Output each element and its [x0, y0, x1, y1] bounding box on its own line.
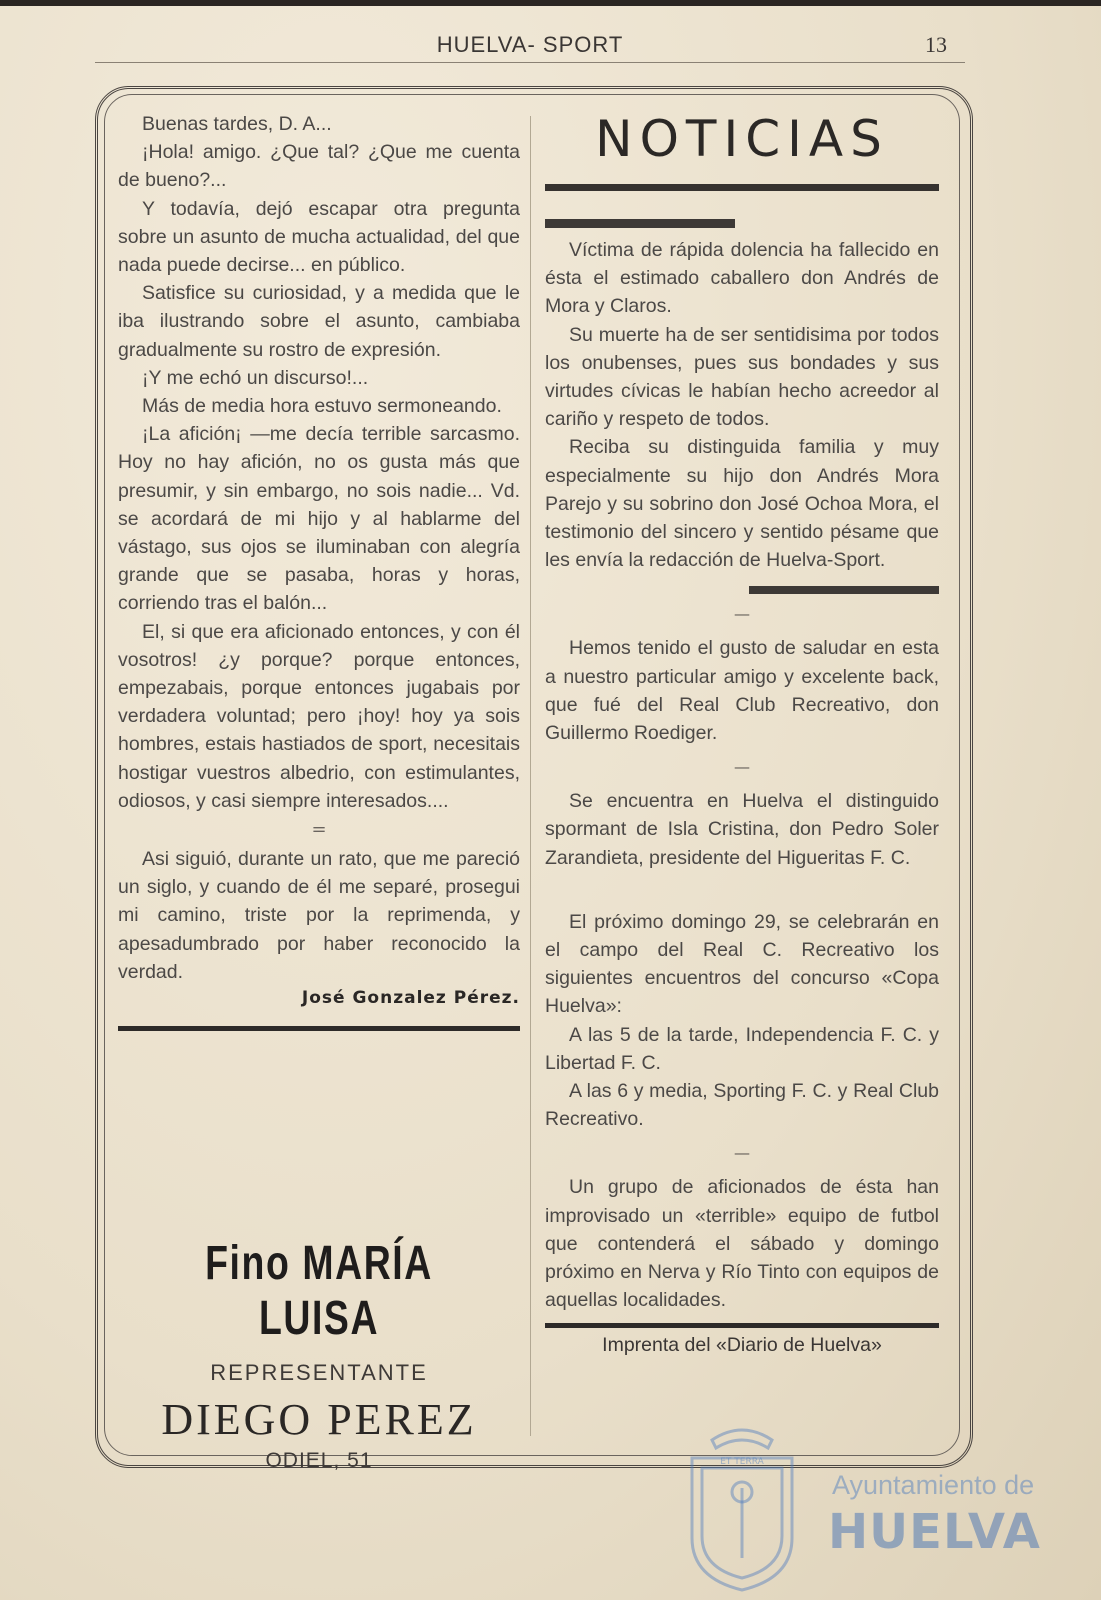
article-closing-paragraph: Asi siguió, durante un rato, que me pareció un siglo, y cuando de él me separé, prosegui mi camino, triste por la reprimenda, y apesadumbrado por haber reconocido la verdad.: [118, 848, 520, 983]
article-paragraph: Buenas tardes, D. A...: [142, 113, 332, 135]
news-item: El próximo domingo 29, se celebrarán en el campo del Real C. Recreativo los siguientes encuentros del concurso «Copa Huelva»:: [545, 910, 939, 1018]
article-paragraph: ¡Hola! amigo. ¿Que tal? ¿Que me cuenta de bueno?...: [118, 141, 520, 192]
watermark: [680, 1418, 1040, 1598]
magazine-page: [0, 6, 1101, 1600]
page-number: 13: [925, 32, 947, 57]
article-paragraph: El, si que era aficionado entonces, y con él vosotros! ¿y porque? porque entonces, empezabais, porque entonces jugabais por verdadera voluntad; pero ¡hoy! hoy ya sois hombres, estais hastiados de sport, necesitais hostigar vuestros albedrio, con estimulantes, odiosos, y casi siempre interesados....: [118, 620, 520, 812]
news-separator: —: [734, 757, 750, 777]
ad-address: ODIEL, 51: [265, 1449, 373, 1472]
news-item: A las 6 y media, Sporting F. C. y Real Club Recreativo.: [545, 1080, 939, 1131]
article-paragraph: ¡La afición¡ —me decía terrible sarcasmo. Hoy no hay afición, no os gusta más que presumir, y sin embargo, no sois nadie... Vd. se acordará de mi hijo y al hablarme del vástago, sus ojos se iluminaban con alegría grande que se pasaba, horas y horas, corriendo tras el balón...: [118, 423, 520, 615]
footer-rule: [545, 1323, 939, 1328]
ad-subtitle: REPRESENTANTE: [210, 1360, 428, 1385]
publication-title: HUELVA- SPORT: [436, 32, 624, 57]
news-item: A las 5 de la tarde, Independencia F. C. y Libertad F. C.: [545, 1023, 939, 1074]
news-separator: —: [734, 1143, 750, 1163]
ad-top-rule: [118, 1026, 520, 1031]
ad-representative-name: DIEGO PEREZ: [161, 1395, 477, 1444]
article-body: [118, 110, 520, 815]
news-item: Hemos tenido el gusto de saludar en esta a nuestro particular amigo y excelente back, que fué del Real Club Recreativo, don Guillermo Roediger.: [545, 637, 939, 745]
left-column: [118, 110, 520, 1031]
article-signature: José Gonzalez Pérez.: [301, 988, 520, 1009]
printer-credit: Imprenta del «Diario de Huelva»: [602, 1333, 882, 1356]
article-paragraph: Satisfice su curiosidad, y a medida que le iba ilustrando sobre el asunto, cambiaba gradualmente su rostro de expresión.: [118, 282, 520, 361]
shield-motto: ET TERRA: [720, 1457, 764, 1467]
right-column: [545, 110, 939, 1357]
article-paragraph: Más de media hora estuvo sermoneando.: [142, 395, 502, 418]
article-paragraph: ¡Y me echó un discurso!...: [142, 366, 369, 389]
page-header: [95, 28, 965, 63]
news-separator: —: [734, 604, 750, 624]
news-item: Se encuentra en Huelva el distinguido spormant de Isla Cristina, don Pedro Soler Zarandieta, presidente del Higueritas F. C.: [545, 790, 939, 869]
obituary-end-rule: [749, 586, 939, 594]
obituary-paragraph: Reciba su distinguida familia y muy especialmente su hijo don Andrés Mora Parejo y su sobrino don José Ochoa Mora, el testimonio del sincero y sentido pésame que les envía la redacción de Huelva-Sport.: [545, 436, 939, 572]
section-heading: NOTICIAS: [595, 110, 889, 168]
advertisement: [118, 1218, 520, 1473]
news-item: Un grupo de aficionados de ésta han improvisado un «terrible» equipo de futbol que contenderá el sábado y domingo próximo en Nerva y Río Tinto con equipos de aquellas localidades.: [545, 1176, 939, 1312]
column-divider: [530, 116, 531, 1436]
obituary-rule: [545, 219, 735, 228]
article-paragraph: Y todavía, dejó escapar otra pregunta sobre un asunto de mucha actualidad, del que nada puede decirse... en público.: [118, 197, 520, 277]
ad-product-name: Fino MARÍA LUISA: [205, 1237, 433, 1345]
watermark-line1: Ayuntamiento de: [832, 1470, 1035, 1500]
watermark-line2: HUELVA: [828, 1504, 1041, 1560]
section-separator: =: [311, 819, 327, 841]
obituary-paragraph: Víctima de rápida dolencia ha fallecido en ésta el estimado caballero don Andrés de Mora y Claros.: [545, 239, 939, 318]
heading-rule: [545, 184, 939, 191]
obituary-paragraph: Su muerte ha de ser sentidisima por todos los onubenses, pues sus bondades y sus virtudes cívicas le habían hecho acreedor al cariño y respeto de todos.: [545, 323, 939, 431]
coat-of-arms-icon: [682, 1418, 802, 1593]
